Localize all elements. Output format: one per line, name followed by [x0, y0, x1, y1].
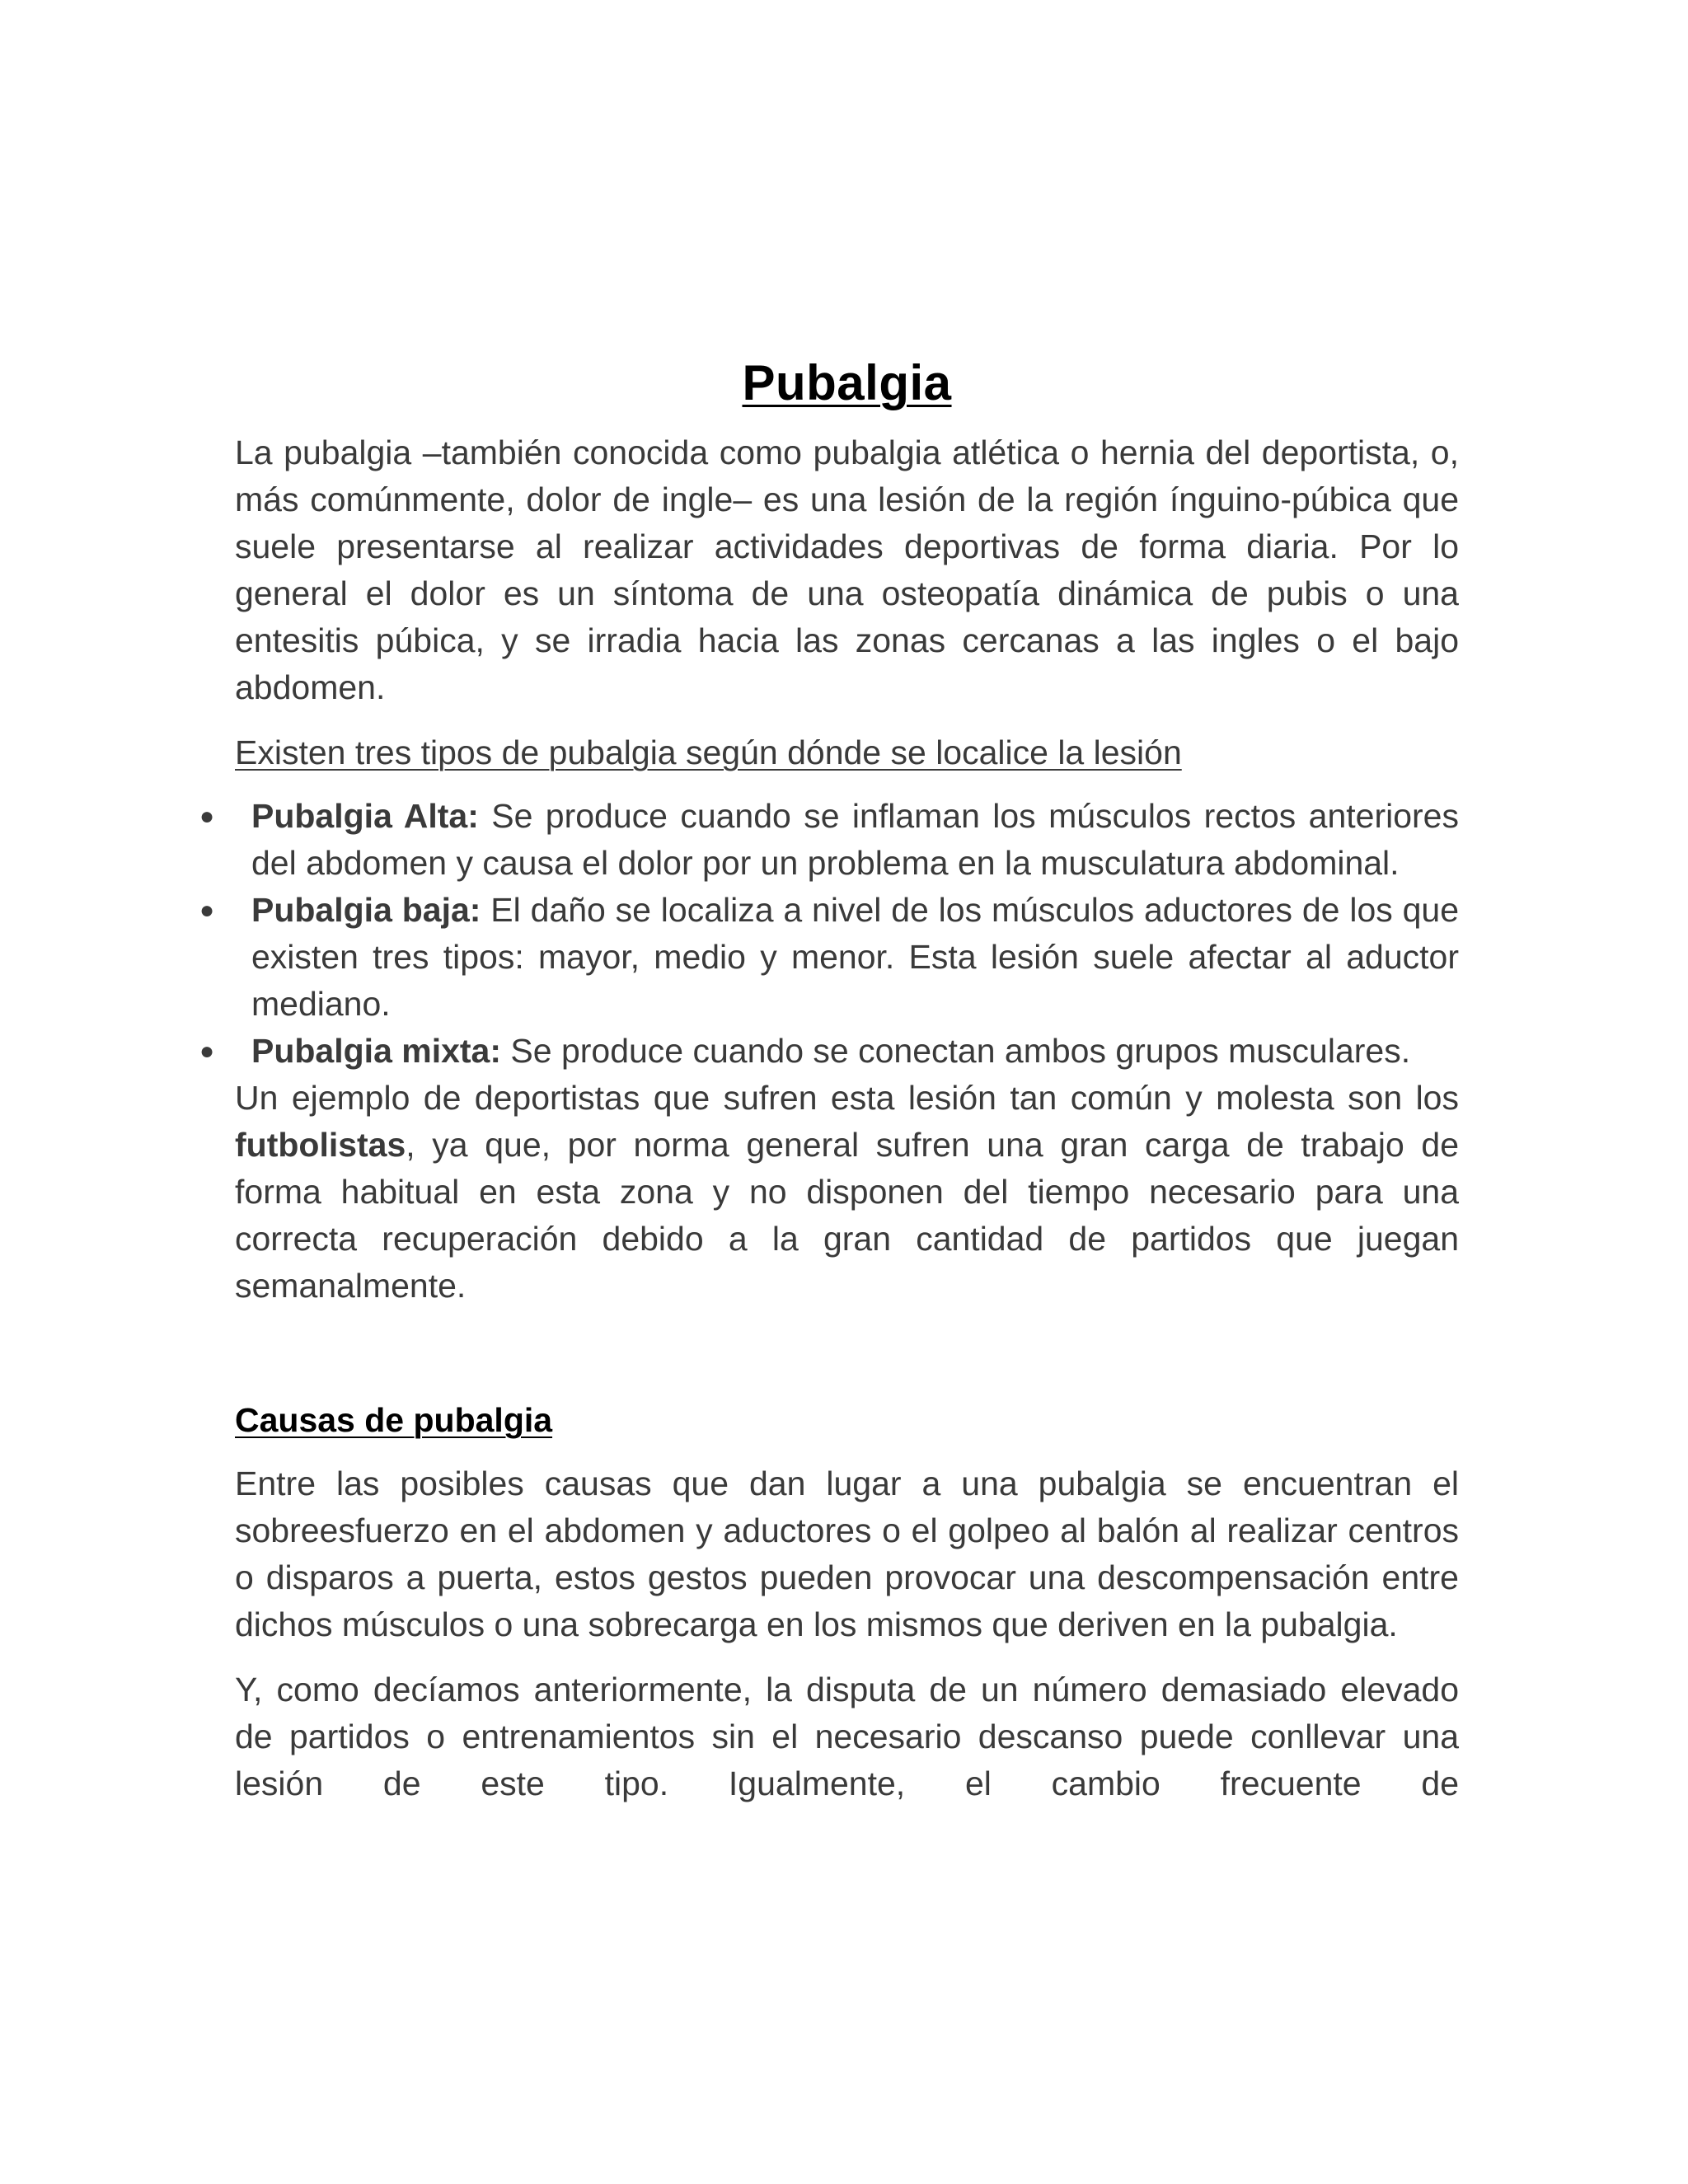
causes-paragraph-1: Entre las posibles causas que dan lugar a una pubalgia se encuentran el sobreesfuerzo en el abdomen y aductores o el golpeo al balón al realizar centros o disparos a puerta, estos gestos pueden provocar una descompensación entre dichos músculos o una sobrecarga en los mismos que deriven en la pubalgia.	[235, 1465, 1459, 1643]
page-title: Pubalgia	[742, 355, 952, 410]
bullet-icon: ●	[199, 897, 215, 924]
causes-paragraph-2: Y, como decíamos anteriormente, la disputa de un número demasiado elevado de partidos o entrenamientos sin el necesario descanso puede conllevar una lesión de este tipo. Igualmente, el cambio frecuente de	[235, 1671, 1459, 1802]
document-page	[199, 350, 1460, 1825]
type-name: Pubalgia Alta:	[251, 797, 479, 835]
intro-paragraph: La pubalgia –también conocida como pubalgia atlética o hernia del deportista, o, más comúnmente, dolor de ingle– es una lesión de la región ínguino-púbica que suele presentarse al realizar actividades deportivas de forma diaria. Por lo general el dolor es un síntoma de una osteopatía dinámica de pubis o una entesitis púbica, y se irradia hacia las zonas cercanas a las ingles o el bajo abdomen.	[235, 434, 1459, 706]
example-bold-term: futbolistas	[235, 1126, 406, 1164]
example-text-start: Un ejemplo de deportistas que sufren esta lesión tan común y molesta son los	[235, 1079, 1459, 1117]
example-text-end: , ya que, por norma general sufren una gran carga de trabajo de forma habitual en esta zona y no disponen del tiempo necesario para una correcta recuperación debido a la gran cantidad de partidos que juegan semanalmente.	[235, 1126, 1459, 1305]
type-description: Se produce cuando se inflaman los músculos rectos anteriores del abdomen y causa el dolor por un problema en la musculatura abdominal.	[251, 797, 1459, 882]
bullet-icon: ●	[199, 1038, 215, 1065]
types-list	[199, 793, 1460, 1075]
list-item	[199, 887, 1460, 1028]
causes-heading: Causas de pubalgia	[235, 1401, 553, 1439]
type-description: Se produce cuando se conectan ambos grupos musculares.	[501, 1032, 1411, 1070]
example-paragraph	[235, 1075, 1459, 1310]
type-name: Pubalgia baja:	[251, 891, 481, 929]
type-name: Pubalgia mixta:	[251, 1032, 502, 1070]
bullet-icon: ●	[199, 803, 215, 830]
types-heading: Existen tres tipos de pubalgia según dónde se localice la lesión	[235, 733, 1182, 771]
type-description: El daño se localiza a nivel de los músculos aductores de los que existen tres tipos: mayor, medio y menor. Esta lesión suele afectar al aductor mediano.	[251, 891, 1460, 1023]
list-item	[199, 1028, 1459, 1075]
list-item	[199, 793, 1459, 887]
